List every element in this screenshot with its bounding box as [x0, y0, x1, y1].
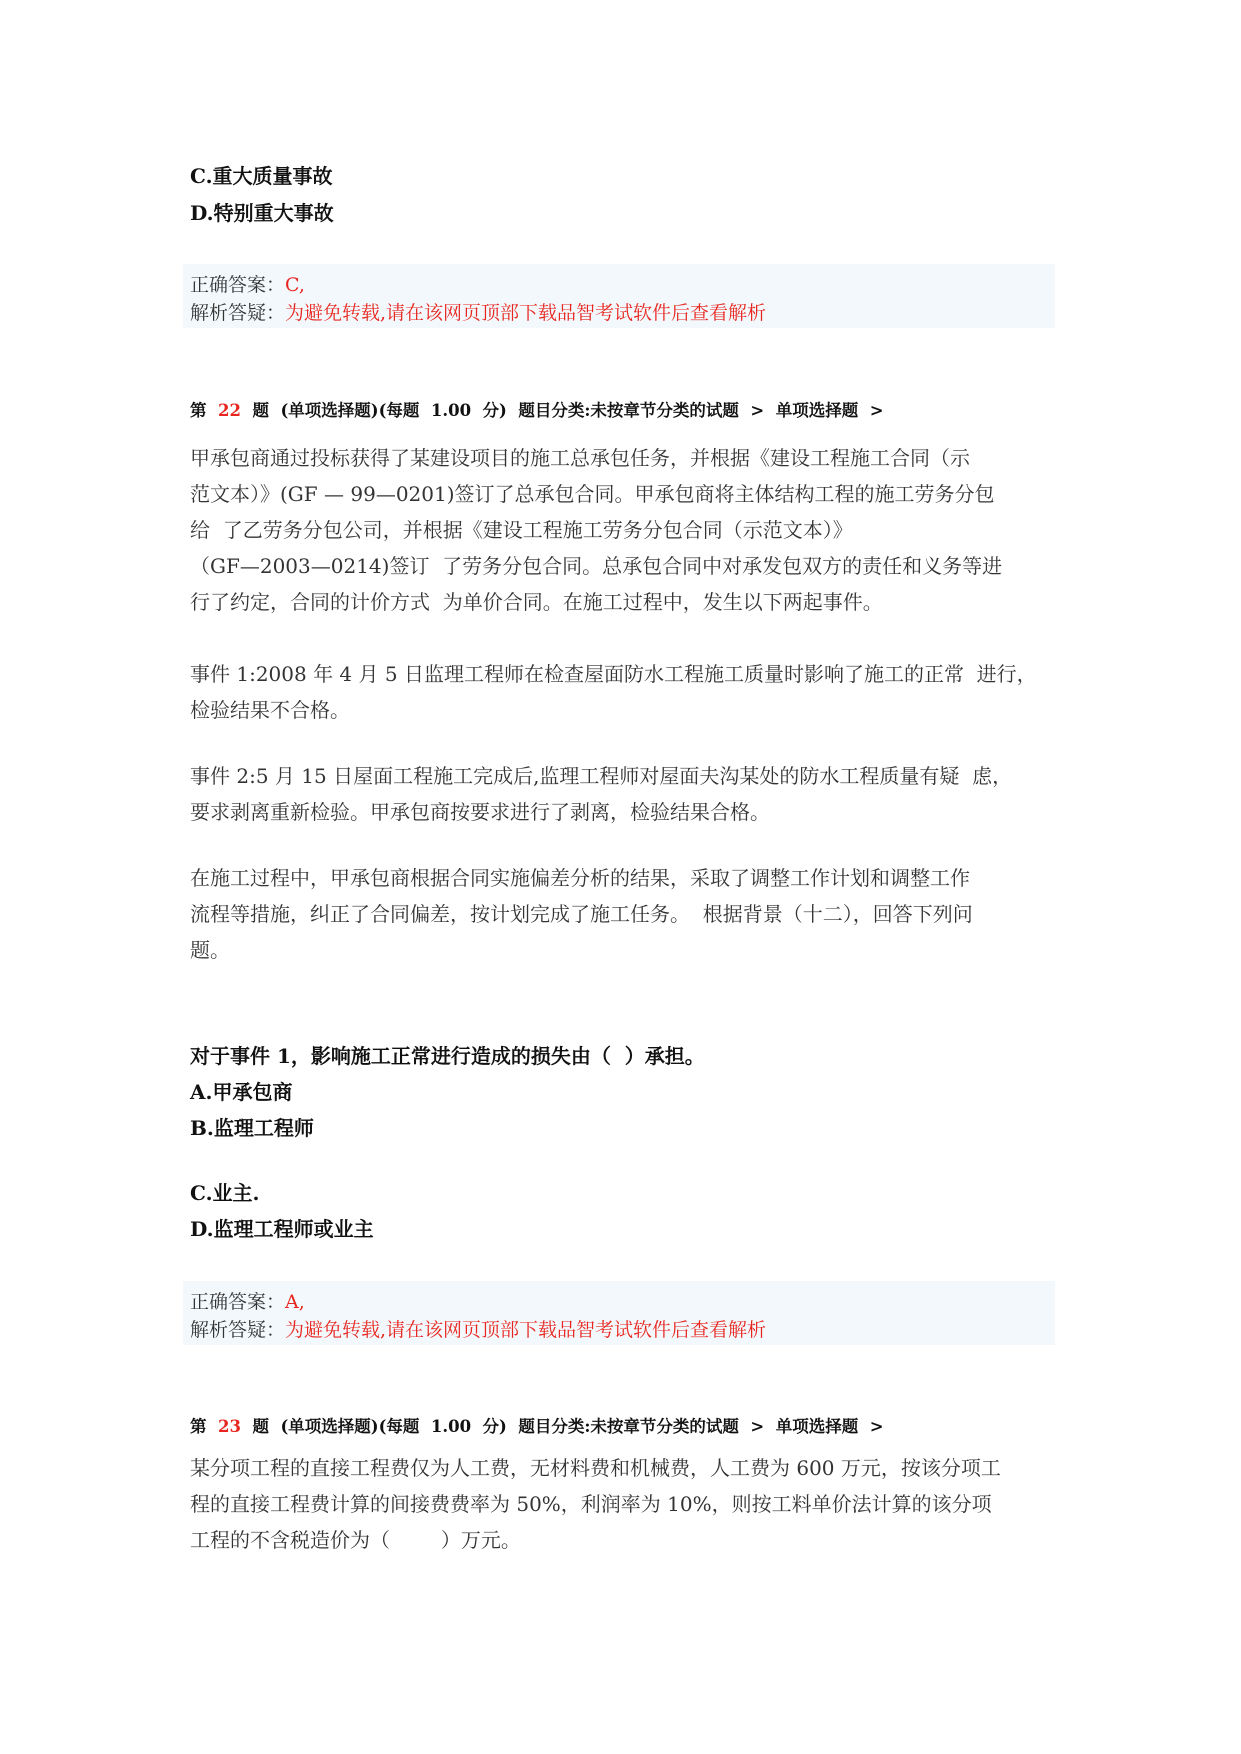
q23-header [190, 1413, 884, 1437]
q23-stem-line: 程的直接工程费计算的间接费费率为 50%，利润率为 10%，则按工料单价法计算的该分项 [190, 1492, 992, 1516]
q22-event1-line: 事件 1:2008 年 4 月 5 日监理工程师在检查屋面防水工程施工质量时影响了施工的正常 进行， [190, 662, 1037, 686]
analysis-text: 为避免转载,请在该网页顶部下载品智考试软件后查看解析 [285, 1319, 767, 1341]
q22-option-a[interactable]: A.甲承包商 [190, 1080, 293, 1104]
q22-head-rest: 题 (单项选择题)(每题 1.00 分) 题目分类:未按章节分类的试题 > 单项选择题 > [252, 401, 884, 420]
answer-value: A, [285, 1291, 305, 1313]
answer-label: 正确答案： [190, 274, 286, 296]
q22-answer-line [190, 1287, 305, 1314]
q22-header [190, 397, 884, 421]
q22-background-line: 行了约定，合同的计价方式 为单价合同。在施工过程中，发生以下两起事件。 [190, 590, 883, 614]
q22-head-number: 22 [218, 401, 241, 420]
q22-closing-line: 在施工过程中，甲承包商根据合同实施偏差分析的结果，采取了调整工作计划和调整工作 [190, 866, 970, 890]
q23-head-prefix: 第 [190, 1417, 207, 1436]
answer-label: 正确答案： [190, 1291, 286, 1313]
q23-head-number: 23 [218, 1417, 241, 1436]
q22-closing-line: 题。 [190, 938, 230, 962]
answer-value: C, [285, 274, 305, 296]
q22-event2-line: 要求剥离重新检验。甲承包商按要求进行了剥离，检验结果合格。 [190, 800, 770, 824]
q22-event2-line: 事件 2:5 月 15 日屋面工程施工完成后,监理工程师对屋面夫沟某处的防水工程质量有疑 虑， [190, 764, 1013, 788]
q22-event1-line: 检验结果不合格。 [190, 698, 350, 722]
q22-stem: 对于事件 1，影响施工正常进行造成的损失由（ ）承担。 [190, 1044, 705, 1068]
q22-background-line: 范文本）》(GF — 99—0201)签订了总承包合同。甲承包商将主体结构工程的施工劳务分包 [190, 482, 995, 506]
q22-option-c[interactable]: C.业主. [190, 1181, 260, 1205]
q22-background-line: 甲承包商通过投标获得了某建设项目的施工总承包任务，并根据《建设工程施工合同（示 [190, 446, 970, 470]
q21-answer-line [190, 270, 305, 297]
q22-closing-line: 流程等措施，纠正了合同偏差，按计划完成了施工任务。 根据背景（十二），回答下列问 [190, 902, 973, 926]
q22-option-d[interactable]: D.监理工程师或业主 [190, 1217, 374, 1241]
q23-stem-line: 工程的不含税造价为（ ）万元。 [190, 1528, 521, 1552]
q23-head-rest: 题 (单项选择题)(每题 1.00 分) 题目分类:未按章节分类的试题 > 单项选择题 > [252, 1417, 884, 1436]
q21-option-c[interactable]: C.重大质量事故 [190, 164, 333, 188]
q22-head-prefix: 第 [190, 401, 207, 420]
q21-analysis-line [190, 298, 766, 325]
q21-answer-box [183, 264, 1055, 328]
q22-background-line: （GF—2003—0214)签订 了劳务分包合同。总承包合同中对承发包双方的责任和义务等进 [190, 554, 1003, 578]
q22-background-line: 给 了乙劳务分包公司，并根据《建设工程施工劳务分包合同（示范文本）》 [190, 518, 853, 542]
analysis-text: 为避免转载,请在该网页顶部下载品智考试软件后查看解析 [285, 302, 767, 324]
analysis-label: 解析答疑： [190, 302, 286, 324]
q22-option-b[interactable]: B.监理工程师 [190, 1116, 314, 1140]
q22-analysis-line [190, 1315, 766, 1342]
analysis-label: 解析答疑： [190, 1319, 286, 1341]
q21-option-d[interactable]: D.特别重大事故 [190, 201, 334, 225]
q23-stem-line: 某分项工程的直接工程费仅为人工费，无材料费和机械费，人工费为 600 万元，按该分项工 [190, 1456, 1001, 1480]
q22-answer-box [183, 1281, 1055, 1345]
